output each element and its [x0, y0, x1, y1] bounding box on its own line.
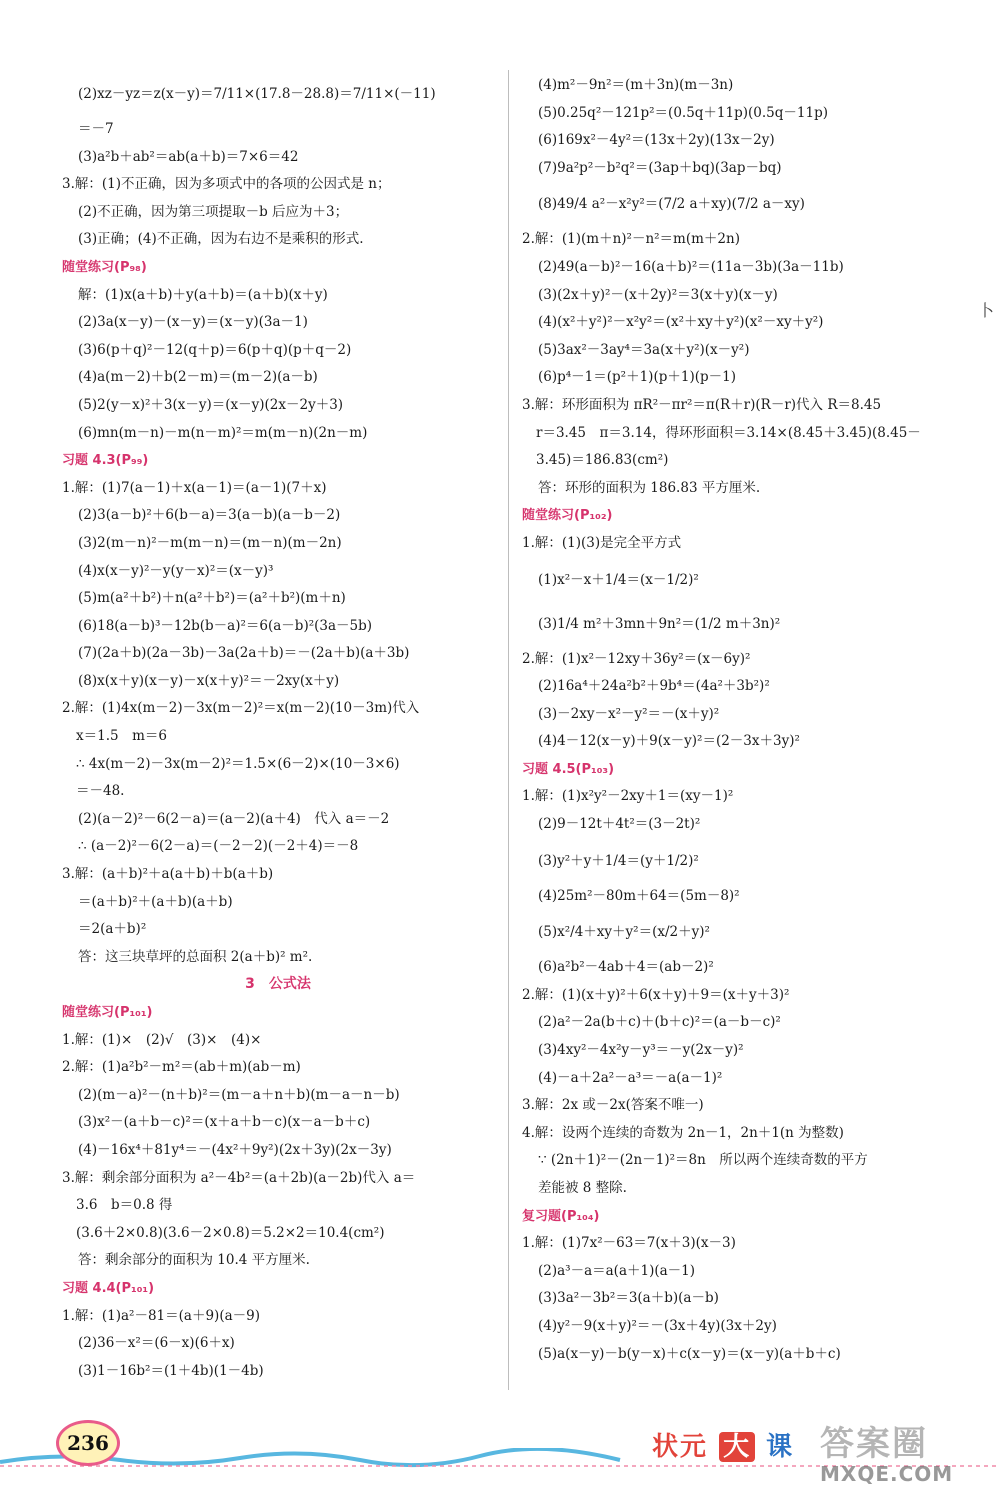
solution-line: (6)a²b²－4ab＋4＝(ab－2)²: [538, 959, 714, 976]
solution-line: 3.45)＝186.83(cm²): [536, 452, 669, 469]
margin-mark: 卜: [977, 301, 994, 320]
solution-line: (4)25m²－80m＋64＝(5m－8)²: [538, 887, 740, 904]
left-column: [62, 72, 494, 1385]
solution-line: 1.解：(1)× (2)√ (3)× (4)×: [62, 1031, 262, 1048]
solution-line: 答：环形的面积为 186.83 平方厘米.: [538, 479, 761, 496]
solution-line: (2)3(a－b)²＋6(b－a)＝3(a－b)(a－b－2): [78, 507, 341, 524]
solution-line: ＝2(a＋b)²: [78, 921, 147, 938]
solution-line: (1)x²－x＋1/4＝(x－1/2)²: [538, 571, 699, 588]
solution-line: (3)4xy²－4x²y－y³＝－y(2x－y)²: [538, 1042, 744, 1059]
solution-line: (3)2(m－n)²－m(m－n)＝(m－n)(m－2n): [78, 534, 342, 551]
solution-line: (4)(x²＋y²)²－x²y²＝(x²＋xy＋y²)(x²－xy＋y²): [538, 314, 824, 331]
solution-line: (2)a²－2a(b＋c)＋(b＋c)²＝(a－b－c)²: [538, 1014, 781, 1031]
solution-line: (5)2(y－x)²＋3(x－y)＝(x－y)(2x－2y＋3): [78, 396, 344, 413]
solution-line: (2)3a(x－y)－(x－y)＝(x－y)(3a－1): [78, 314, 308, 331]
solution-line: 1.解：(1)a²－81＝(a＋9)(a－9): [62, 1307, 260, 1324]
solution-line: (4)4－12(x－y)＋9(x－y)²＝(2－3x＋3y)²: [538, 733, 800, 750]
solution-line: (6)mn(m－n)－m(n－m)²＝m(m－n)(2n－m): [78, 424, 368, 441]
section-heading: 随堂练习(P₉₈): [62, 259, 147, 275]
solution-line: (5)3ax²－3ay⁴＝3a(x＋y²)(x－y²): [538, 341, 750, 358]
solution-line: 3.解：环形面积为 πR²－πr²＝π(R＋r)(R－r)代入 R＝8.45: [522, 396, 882, 413]
solution-line: (4)－a＋2a²－a³＝－a(a－1)²: [538, 1069, 723, 1086]
solution-line: (2)36－x²＝(6－x)(6＋x): [78, 1335, 235, 1352]
solution-line: 3.解：2x 或－2x(答案不唯一): [522, 1097, 704, 1114]
solution-line: (3)x²－(a＋b－c)²＝(x＋a＋b－c)(x－a－b＋c): [78, 1114, 371, 1131]
solution-line: (3)6(p＋q)²－12(q＋p)＝6(p＋q)(p＋q－2): [78, 341, 352, 358]
solution-line: (5)0.25q²－121p²＝(0.5q＋11p)(0.5q－11p): [538, 104, 828, 121]
section-heading: 习题 4.5(P₁₀₃): [522, 761, 615, 777]
solution-line: (8)x(x＋y)(x－y)－x(x＋y)²＝－2xy(x＋y): [78, 672, 340, 689]
solution-line: ∴ (a－2)²－6(2－a)＝(－2－2)(－2＋4)＝－8: [78, 838, 359, 855]
watermark-text: 答案圈: [820, 1424, 928, 1464]
section-title: 3 公式法: [245, 976, 311, 993]
watermark-url: MXQE.COM: [820, 1462, 954, 1486]
solution-line: 3.解：剩余部分面积为 a²－4b²＝(a＋2b)(a－2b)代入 a＝: [62, 1169, 416, 1186]
solution-line: 3.解：(1)不正确，因为多项式中的各项的公因式是 n；: [62, 176, 391, 193]
solution-line: (3)－2xy－x²－y²＝－(x＋y)²: [538, 705, 720, 722]
solution-line: (3)正确；(4)不正确，因为右边不是乘积的形式.: [78, 231, 364, 248]
solution-line: 解：(1)x(a＋b)＋y(a＋b)＝(a＋b)(x＋y): [78, 286, 328, 303]
solution-line: 2.解：(1)a²b²－m²＝(ab＋m)(ab－m): [62, 1059, 301, 1076]
solution-line: (3.6＋2×0.8)(3.6－2×0.8)＝5.2×2＝10.4(cm²): [76, 1224, 385, 1241]
solution-line: (8)49/4 a²－x²y²＝(7/2 a＋xy)(7/2 a－xy): [538, 196, 805, 213]
solution-line: (7)9a²p²－b²q²＝(3ap＋bq)(3ap－bq): [538, 159, 782, 176]
solution-line: 1.解：(1)7(a－1)＋x(a－1)＝(a－1)(7＋x): [62, 479, 327, 496]
solution-line: (3)1/4 m²＋3mn＋9n²＝(1/2 m＋3n)²: [538, 615, 781, 632]
solution-line: (3)1－16b²＝(1＋4b)(1－4b): [78, 1362, 264, 1379]
solution-line: r＝3.45 π＝3.14，得环形面积＝3.14×(8.45＋3.45)(8.45－: [536, 424, 921, 441]
solution-line: (3)(2x＋y)²－(x＋2y)²＝3(x＋y)(x－y): [538, 286, 778, 303]
section-heading: 复习题(P₁₀₄): [522, 1208, 600, 1224]
solution-line: (4)m²－9n²＝(m＋3n)(m－3n): [538, 77, 734, 93]
solution-line: 答：这三块草坪的总面积 2(a＋b)² m².: [78, 948, 313, 965]
brand-logo: [652, 1426, 794, 1463]
solution-line: (4)a(m－2)＋b(2－m)＝(m－2)(a－b): [78, 369, 318, 386]
solution-line: x＝1.5 m＝6: [76, 728, 167, 745]
solution-line: 1.解：(1)(3)是完全平方式: [522, 534, 682, 551]
solution-line: 2.解：(1)4x(m－2)－3x(m－2)²＝x(m－2)(10－3m)代入: [62, 700, 420, 717]
solution-line: 差能被 8 整除.: [538, 1180, 627, 1196]
solution-line: (5)x²/4＋xy＋y²＝(x/2＋y)²: [538, 924, 710, 941]
solution-line: (5)m(a²＋b²)＋n(a²＋b²)＝(a²＋b²)(m＋n): [78, 590, 346, 607]
solution-line: 3.6 b＝0.8 得: [76, 1197, 173, 1214]
solution-line: (2)49(a－b)²－16(a＋b)²＝(11a－3b)(3a－11b): [538, 258, 844, 275]
solution-line: ＝－7: [78, 121, 114, 137]
solution-line: (4)y²－9(x＋y)²＝－(3x＋4y)(3x＋2y): [538, 1317, 777, 1334]
solution-line: (2)(m－a)²－(n＋b)²＝(m－a＋n＋b)(m－a－n－b): [78, 1086, 400, 1103]
solution-line: (2)16a⁴＋24a²b²＋9b⁴＝(4a²＋3b²)²: [538, 678, 770, 695]
solution-line: (7)(2a＋b)(2a－3b)－3a(2a＋b)＝－(2a＋b)(a＋3b): [78, 645, 410, 662]
solution-line: (6)18(a－b)³－12b(b－a)²＝6(a－b)²(3a－5b): [78, 617, 373, 634]
solution-line: 2.解：(1)(x＋y)²＋6(x＋y)＋9＝(x＋y＋3)²: [522, 986, 790, 1003]
solution-line: ∵ (2n＋1)²－(2n－1)²＝8n 所以两个连续奇数的平方: [538, 1152, 868, 1169]
solution-line: (2)xz－yz＝z(x－y)＝7/11×(17.8－28.8)＝7/11×(－11): [78, 86, 436, 102]
solution-line: (2)9－12t＋4t²＝(3－2t)²: [538, 816, 701, 833]
solution-line: 2.解：(1)x²－12xy＋36y²＝(x－6y)²: [522, 650, 751, 667]
section-heading: 随堂练习(P₁₀₁): [62, 1005, 153, 1020]
solution-line: (2)a³－a＝a(a＋1)(a－1): [538, 1262, 696, 1279]
solution-line: (6)p⁴－1＝(p²＋1)(p＋1)(p－1): [538, 369, 736, 386]
section-heading: 习题 4.3(P₉₉): [62, 453, 149, 469]
solution-line: 3.解：(a＋b)²＋a(a＋b)＋b(a＋b): [62, 866, 274, 883]
solution-line: ＝(a＋b)²＋(a＋b)(a＋b): [78, 893, 233, 910]
solution-line: (5)a(x－y)－b(y－x)＋c(x－y)＝(x－y)(a＋b＋c): [538, 1345, 841, 1362]
right-column: [522, 72, 960, 1368]
brand-text-3: 课: [766, 1432, 795, 1462]
section-heading: 随堂练习(P₁₀₂): [522, 508, 613, 524]
solution-line: 答：剩余部分的面积为 10.4 平方厘米.: [78, 1252, 310, 1269]
solution-line: (3)y²＋y＋1/4＝(y＋1/2)²: [538, 852, 699, 869]
solution-line: (4)x(x－y)²－y(y－x)²＝(x－y)³: [78, 562, 274, 579]
solution-line: (4)－16x⁴＋81y⁴＝－(4x²＋9y²)(2x＋3y)(2x－3y): [78, 1141, 392, 1158]
page-number: 236: [56, 1420, 120, 1466]
section-heading: 习题 4.4(P₁₀₁): [62, 1280, 155, 1296]
column-divider: [508, 70, 509, 1390]
brand-text-2: 大: [719, 1432, 755, 1462]
solution-line: (6)169x²－4y²＝(13x＋2y)(13x－2y): [538, 132, 775, 149]
solution-line: (3)3a²－3b²＝3(a＋b)(a－b): [538, 1290, 719, 1307]
solution-line: (3)a²b＋ab²＝ab(a＋b)＝7×6＝42: [78, 148, 299, 165]
solution-line: ＝－48.: [76, 783, 125, 800]
solution-line: 4.解：设两个连续的奇数为 2n－1，2n＋1(n 为整数): [522, 1124, 844, 1141]
solution-line: (2)(a－2)²－6(2－a)＝(a－2)(a＋4) 代入 a＝－2: [78, 810, 390, 827]
solution-line: 1.解：(1)x²y²－2xy＋1＝(xy－1)²: [522, 788, 734, 805]
solution-line: 1.解：(1)7x²－63＝7(x＋3)(x－3): [522, 1235, 736, 1252]
page-footer: [0, 1408, 1000, 1497]
brand-text-1: 状元: [652, 1432, 709, 1462]
solution-line: (2)不正确，因为第三项提取－b 后应为＋3；: [78, 203, 349, 220]
solution-line: 2.解：(1)(m＋n)²－n²＝m(m＋2n): [522, 231, 740, 248]
solution-line: ∴ 4x(m－2)－3x(m－2)²＝1.5×(6－2)×(10－3×6): [76, 755, 400, 772]
